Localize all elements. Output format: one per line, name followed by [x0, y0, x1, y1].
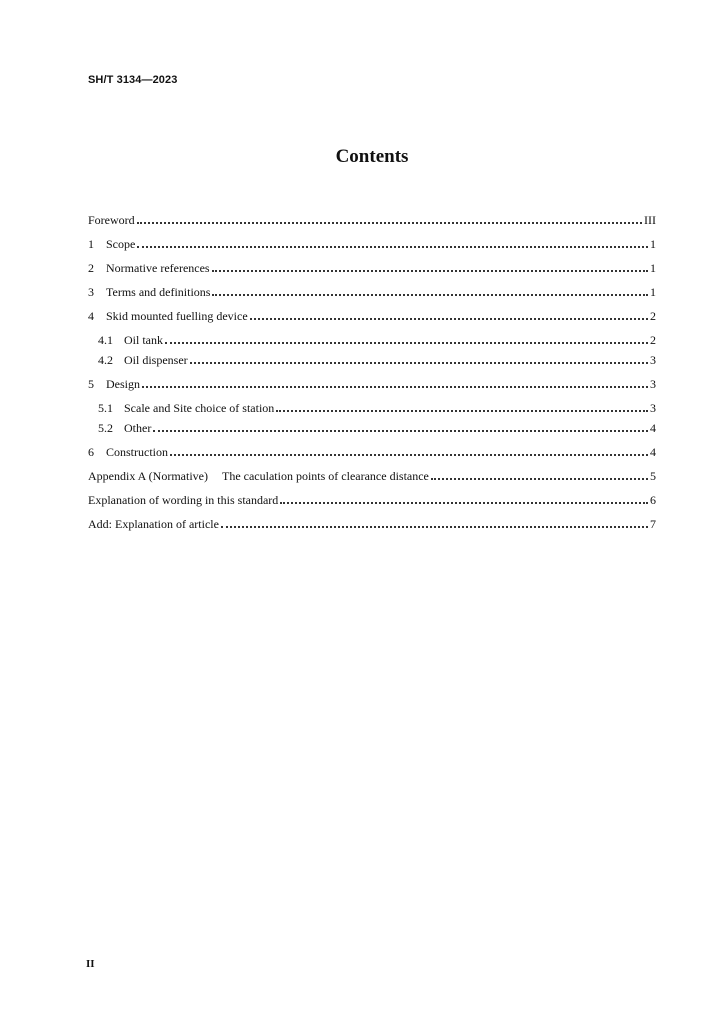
toc-number: 6 — [88, 445, 94, 459]
toc-page-number: 5 — [650, 469, 656, 483]
toc-page-number: III — [644, 213, 656, 227]
toc-entry-design[interactable] — [88, 376, 656, 392]
toc-entry-skid-mounted-fuelling-device[interactable] — [88, 308, 656, 324]
page-title: Contents — [335, 146, 409, 167]
toc-label: Construction — [106, 445, 168, 459]
toc-entry-construction[interactable] — [88, 444, 656, 460]
toc-entry-other[interactable] — [88, 420, 656, 436]
toc-entry-terms-and-definitions[interactable] — [88, 284, 656, 300]
toc-page-number: 1 — [650, 285, 656, 299]
dot-leader — [250, 318, 648, 320]
toc-label: Add: Explanation of article — [88, 517, 219, 531]
toc-label: Explanation of wording in this standard — [88, 493, 279, 507]
page-number: II — [86, 958, 95, 970]
toc-entry-explanation-of-article[interactable] — [88, 516, 656, 532]
dot-leader — [165, 342, 648, 344]
standard-code: SH/T 3134—2023 — [88, 74, 178, 86]
toc-number: 2 — [88, 261, 94, 275]
toc-page-number: 1 — [650, 237, 656, 251]
toc-entry-oil-tank[interactable] — [88, 332, 656, 348]
toc-entry-normative-references[interactable] — [88, 260, 656, 276]
toc-entry-appendix-a[interactable] — [88, 468, 656, 484]
dot-leader — [137, 222, 642, 224]
toc-number: 5.2 — [98, 421, 113, 435]
toc-page-number: 3 — [650, 377, 656, 391]
dot-leader — [212, 270, 648, 272]
toc-page-number: 1 — [650, 261, 656, 275]
dot-leader — [431, 478, 648, 480]
toc-page-number: 3 — [650, 353, 656, 367]
toc-label: Scale and Site choice of station — [124, 401, 275, 415]
toc-entry-foreword[interactable] — [88, 212, 656, 228]
toc-page-number: 6 — [650, 493, 656, 507]
toc-label: Oil dispenser — [124, 353, 188, 367]
dot-leader — [137, 246, 648, 248]
toc-number: 4.1 — [98, 333, 113, 347]
toc-label: The caculation points of clearance distance — [221, 469, 429, 483]
dot-leader — [190, 362, 648, 364]
toc-entry-scale-and-site-choice[interactable] — [88, 400, 656, 416]
toc-label: Skid mounted fuelling device — [106, 309, 248, 323]
toc-entry-scope[interactable] — [88, 236, 656, 252]
dot-leader — [153, 430, 648, 432]
toc-page-number: 2 — [650, 309, 656, 323]
toc-number: 1 — [88, 237, 94, 251]
toc-page-number: 3 — [650, 401, 656, 415]
toc-number: 4.2 — [98, 353, 113, 367]
toc-label: Other — [124, 421, 152, 435]
table-of-contents — [88, 212, 656, 532]
toc-label: Foreword — [88, 213, 135, 227]
toc-entry-oil-dispenser[interactable] — [88, 352, 656, 368]
toc-label: Oil tank — [124, 333, 163, 347]
dot-leader — [221, 526, 648, 528]
toc-label: Normative references — [106, 261, 210, 275]
dot-leader — [212, 294, 648, 296]
dot-leader — [280, 502, 648, 504]
toc-page-number: 4 — [650, 445, 656, 459]
toc-entry-explanation-of-wording[interactable] — [88, 492, 656, 508]
toc-appendix-prefix: Appendix A (Normative) — [88, 469, 208, 483]
toc-label: Terms and definitions — [106, 285, 211, 299]
dot-leader — [170, 454, 648, 456]
toc-number: 3 — [88, 285, 94, 299]
dot-leader — [142, 386, 648, 388]
toc-page-number: 2 — [650, 333, 656, 347]
toc-number: 5.1 — [98, 401, 113, 415]
toc-label: Scope — [106, 237, 136, 251]
toc-page-number: 4 — [650, 421, 656, 435]
toc-number: 5 — [88, 377, 94, 391]
toc-number: 4 — [88, 309, 94, 323]
dot-leader — [276, 410, 648, 412]
toc-page-number: 7 — [650, 517, 656, 531]
toc-label: Design — [106, 377, 140, 391]
